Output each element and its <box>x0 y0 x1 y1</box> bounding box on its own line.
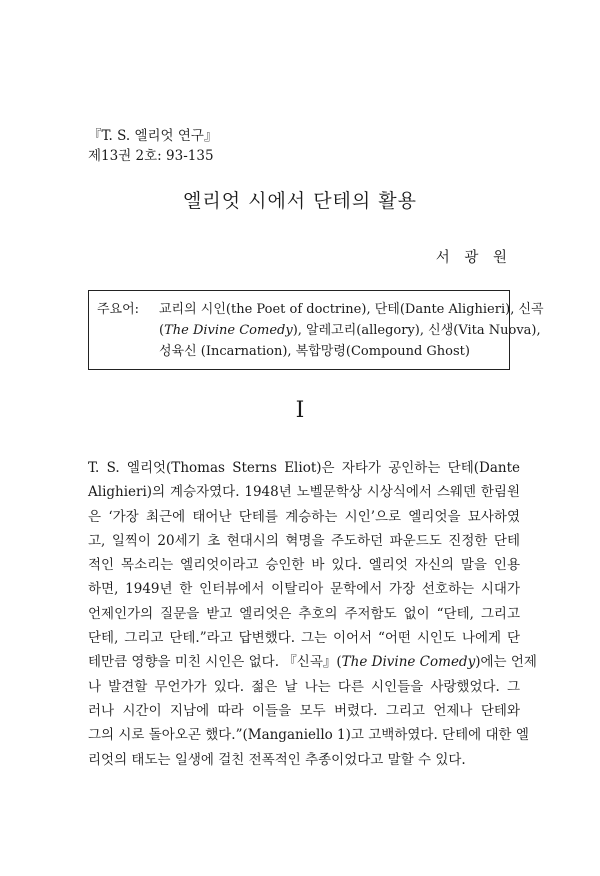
keywords-line: 교리의 시인(the Poet of doctrine), 단테(Dante Alighieri), 신곡 <box>159 302 544 317</box>
keywords-line: (The Divine Comedy), 알레고리(allegory), 신생(Vita Nuova), <box>159 323 541 338</box>
body-line: T. S. 엘리엇(Thomas Sterns Eliot)은 자타가 공인하는 단테(Dante <box>88 460 520 476</box>
body-line: 은 ‘가장 최근에 태어난 단테를 계승하는 시인’으로 엘리엇을 묘사하였 <box>88 508 520 525</box>
body-line: 하면, 1949년 한 인터뷰에서 이탈리아 문학에서 가장 선호하는 시대가 <box>88 581 520 598</box>
journal-volume: 제13권 2호: 93-135 <box>88 148 214 164</box>
journal-header <box>88 126 217 166</box>
journal-name: 『T. S. 엘리엇 연구』 <box>88 128 218 144</box>
body-line: 러나 시간이 지남에 따라 이들을 모두 버렸다. 그리고 언제나 단테와 <box>88 702 520 719</box>
author-name: 서 광 원 <box>435 250 512 266</box>
body-line: 언제인가의 질문을 받고 엘리엇은 추호의 주저함도 없이 “단테, 그리고 <box>88 605 520 622</box>
keywords-label: 주요어: <box>97 302 140 317</box>
body-line: 적인 목소리는 엘리엇이라고 승인한 바 있다. 엘리엇 자신의 말을 인용 <box>88 557 520 574</box>
body-line: 리엇의 태도는 일생에 걸친 전폭적인 추종이었다고 말할 수 있다. <box>88 751 466 768</box>
body-line: 단테, 그리고 단테.”라고 답변했다. 그는 이어서 “어떤 시인도 나에게 단 <box>88 630 520 647</box>
body-line: 테만큼 영향을 미친 시인은 없다. 『신곡』(The Divine Comedy)에는 언제 <box>88 654 537 671</box>
body-text <box>88 456 537 772</box>
keywords-body <box>159 299 544 362</box>
body-line: 고, 일찍이 20세기 초 현대시의 혁명을 주도하던 파운드도 진정한 단테 <box>88 532 520 549</box>
body-line: Alighieri)의 계승자였다. 1948년 노벨문학상 시상식에서 스웨덴 한림원 <box>88 484 520 501</box>
body-line: 나 발견할 무언가가 있다. 젊은 날 나는 다른 시인들을 사랑했었다. 그 <box>88 678 520 695</box>
keywords-line: 성육신 (Incarnation), 복합망령(Compound Ghost) <box>159 344 470 359</box>
paper-title: 엘리엇 시에서 단테의 활용 <box>182 190 417 212</box>
body-line: 그의 시로 돌아오곤 했다.”(Manganiello 1)고 고백하였다. 단테에 대한 엘 <box>88 727 529 744</box>
section-heading: I <box>295 398 305 423</box>
keywords-box <box>88 290 544 370</box>
